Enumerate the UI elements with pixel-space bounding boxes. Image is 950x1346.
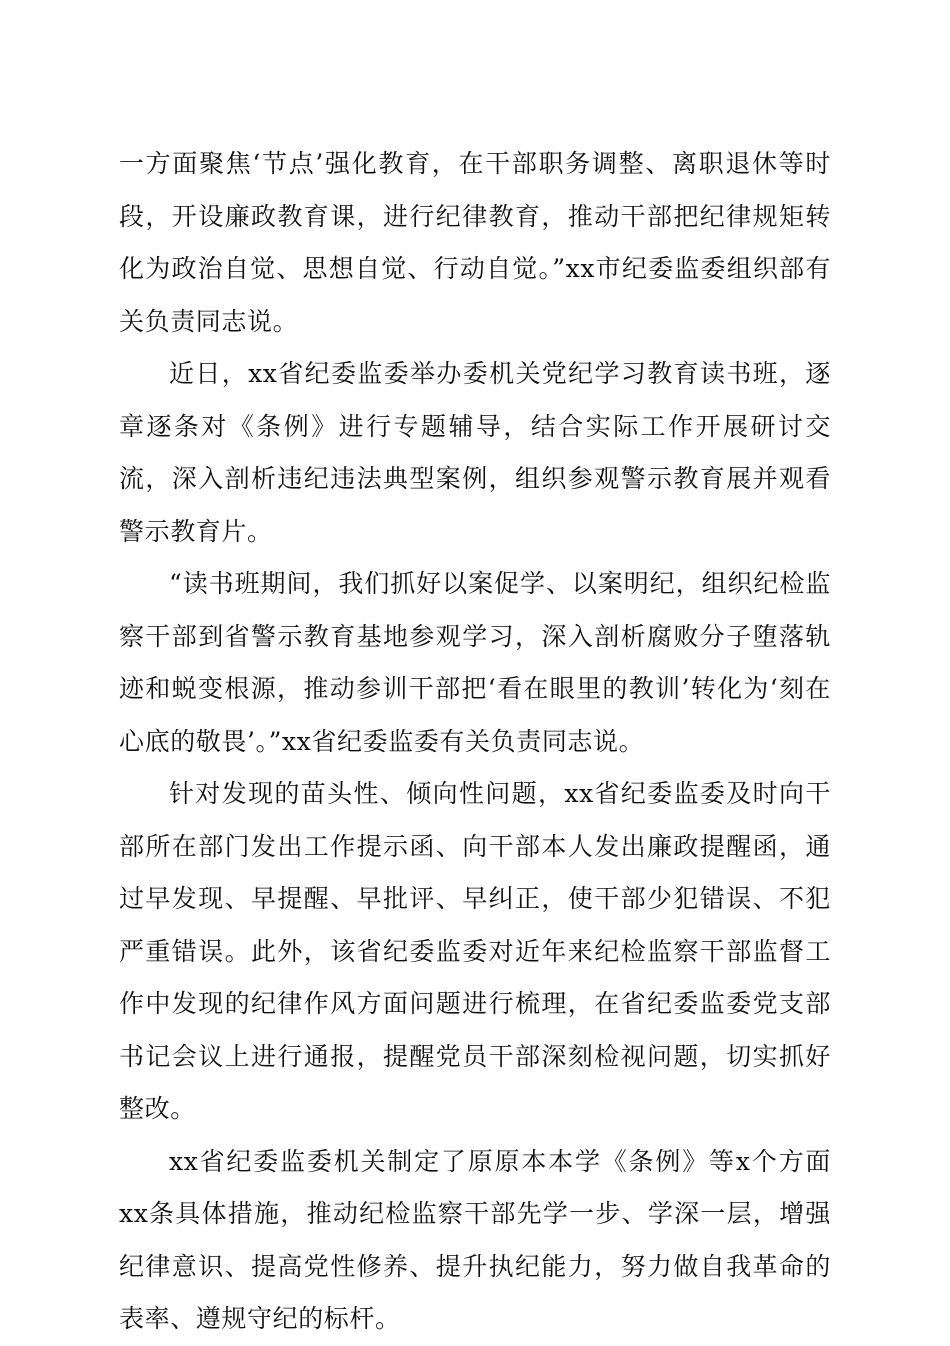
- paragraph-continued: 一方面聚焦‘节点’强化教育，在干部职务调整、离职退休等时段，开设廉政教育课，进行纪律教育，推动干部把纪律规矩转化为政治自觉、思想自觉、行动自觉。”xx市纪委监委组织部有关负责同志说。: [119, 149, 831, 336]
- document-body: [119, 138, 831, 1346]
- paragraph: “读书班期间，我们抓好以案促学、以案明纪，组织纪检监察干部到省警示教育基地参观学习，深入剖析腐败分子堕落轨迹和蜕变根源，推动参训干部把‘看在眼里的教训’转化为‘刻在心底的敬畏’。”xx省纪委监委有关负责同志说。: [119, 569, 831, 756]
- paragraph: 针对发现的苗头性、倾向性问题，xx省纪委监委及时向干部所在部门发出工作提示函、向干部本人发出廉政提醒函，通过早发现、早提醒、早批评、早纠正，使干部少犯错误、不犯严重错误。此外，该省纪委监委对近年来纪检监察干部监督工作中发现的纪律作风方面问题进行梳理，在省纪委监委党支部书记会议上进行通报，提醒党员干部深刻检视问题，切实抓好整改。: [119, 779, 831, 1123]
- paragraph: 近日，xx省纪委监委举办委机关党纪学习教育读书班，逐章逐条对《条例》进行专题辅导，结合实际工作开展研讨交流，深入剖析违纪违法典型案例，组织参观警示教育展并观看警示教育片。: [119, 359, 831, 546]
- paragraph: xx省纪委监委机关制定了原原本本学《条例》等x个方面xx条具体措施，推动纪检监察干部先学一步、学深一层，增强纪律意识、提高党性修养、提升执纪能力，努力做自我革命的表率、遵规守纪的标杆。: [119, 1146, 831, 1333]
